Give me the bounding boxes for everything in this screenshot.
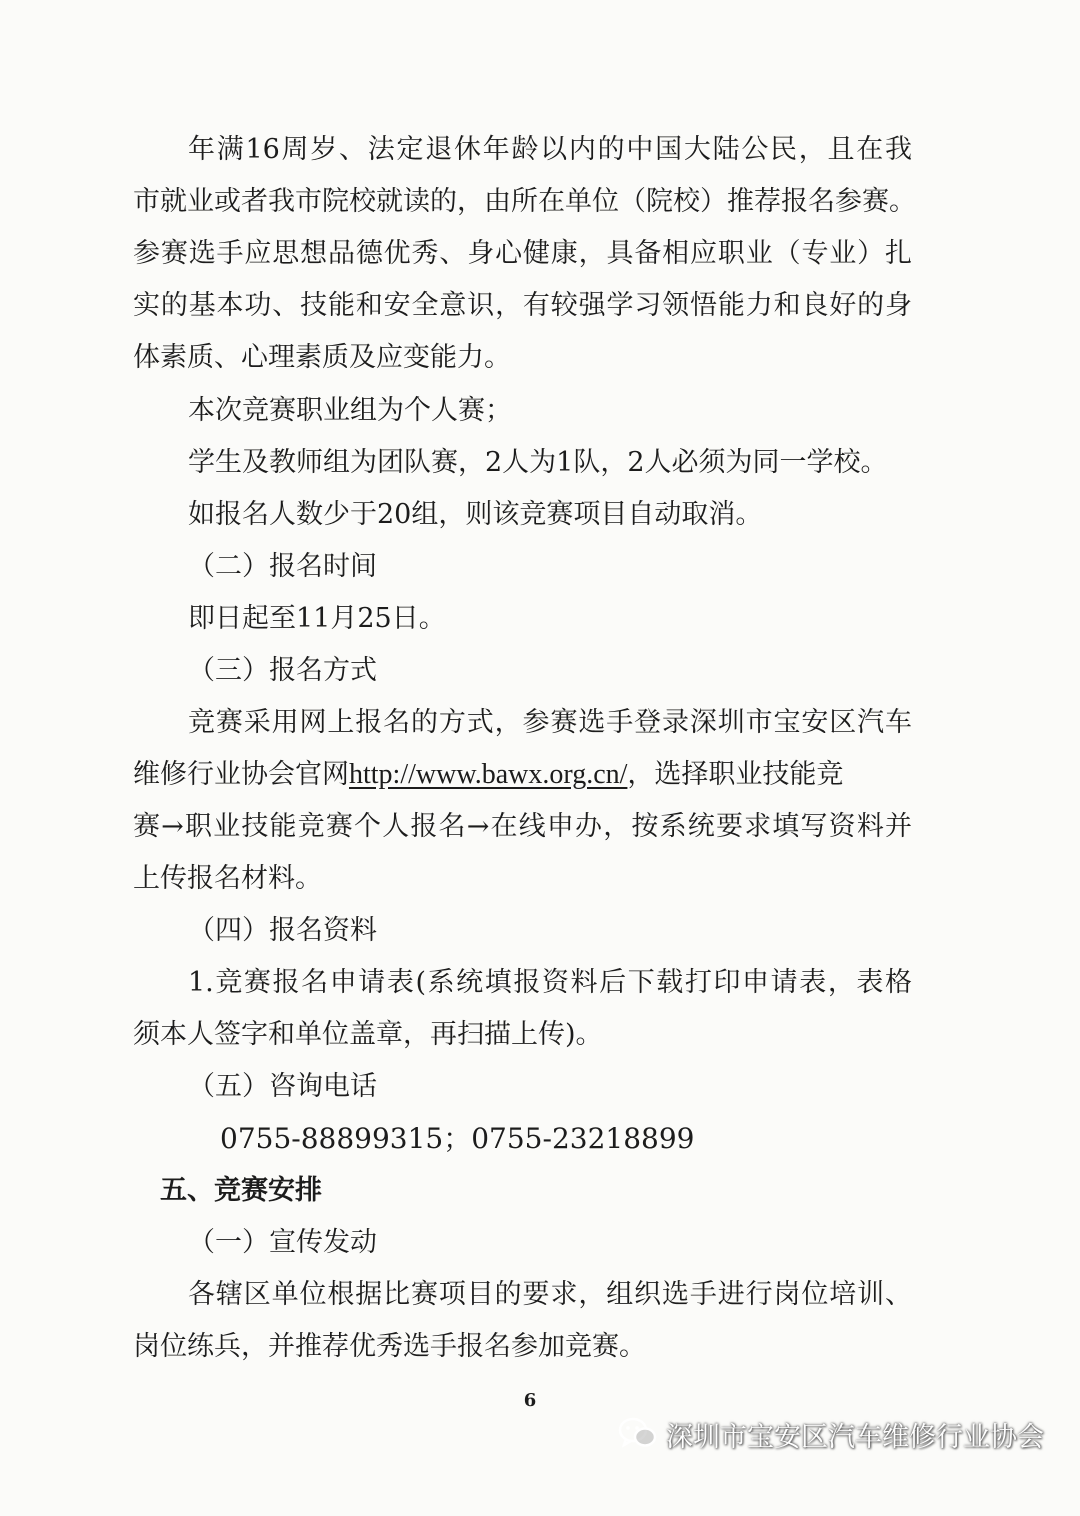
watermark	[618, 1414, 1044, 1454]
paragraph-line: 赛→职业技能竞赛个人报名→在线申办，按系统要求填写资料并	[133, 811, 912, 842]
paragraph-text: 维修行业协会官网	[133, 759, 349, 790]
paragraph-line: 岗位练兵，并推荐优秀选手报名参加竞赛。	[133, 1331, 646, 1362]
paragraph-line: 体素质、心理素质及应变能力。	[133, 342, 511, 373]
website-link[interactable]: http://www.bawx.org.cn/	[349, 759, 628, 790]
paragraph-line: 实的基本功、技能和安全意识，有较强学习领悟能力和良好的身	[133, 290, 912, 321]
paragraph-line: 如报名人数少于20组，则该竞赛项目自动取消。	[188, 499, 763, 530]
paragraph-text: ，选择职业技能竞	[627, 759, 844, 790]
phone-numbers: 0755-88899315；0755-23218899	[220, 1122, 695, 1155]
paragraph-line: 竞赛采用网上报名的方式，参赛选手登录深圳市宝安区汽车	[188, 707, 912, 738]
paragraph-line: 学生及教师组为团队赛，2人为1队，2人必须为同一学校。	[188, 447, 888, 478]
paragraph-line: 市就业或者我市院校就读的，由所在单位（院校）推荐报名参赛。	[133, 186, 916, 217]
paragraph-line: 上传报名材料。	[133, 863, 322, 894]
section-heading: （二）报名时间	[188, 551, 377, 582]
section-heading: （四）报名资料	[188, 915, 377, 946]
section-heading: （三）报名方式	[188, 655, 377, 686]
section-heading: （一）宣传发动	[188, 1227, 377, 1258]
paragraph-line: 年满16周岁、法定退休年龄以内的中国大陆公民，且在我	[188, 134, 912, 165]
chapter-heading: 五、竞赛安排	[160, 1175, 322, 1206]
page-number: 6	[523, 1390, 537, 1411]
paragraph-line: 各辖区单位根据比赛项目的要求，组织选手进行岗位培训、	[188, 1279, 912, 1310]
watermark-text: 深圳市宝安区汽车维修行业协会	[666, 1421, 1044, 1453]
section-heading: （五）咨询电话	[188, 1071, 377, 1102]
paragraph-line: 即日起至11月25日。	[188, 603, 446, 634]
paragraph-line	[133, 757, 843, 793]
wechat-icon	[618, 1417, 658, 1451]
paragraph-line: 1.竞赛报名申请表(系统填报资料后下载打印申请表，表格	[188, 967, 912, 998]
paragraph-line: 须本人签字和单位盖章，再扫描上传)。	[133, 1019, 603, 1050]
paragraph-line: 本次竞赛职业组为个人赛；	[188, 395, 512, 426]
paragraph-line: 参赛选手应思想品德优秀、身心健康，具备相应职业（专业）扎	[133, 238, 912, 269]
